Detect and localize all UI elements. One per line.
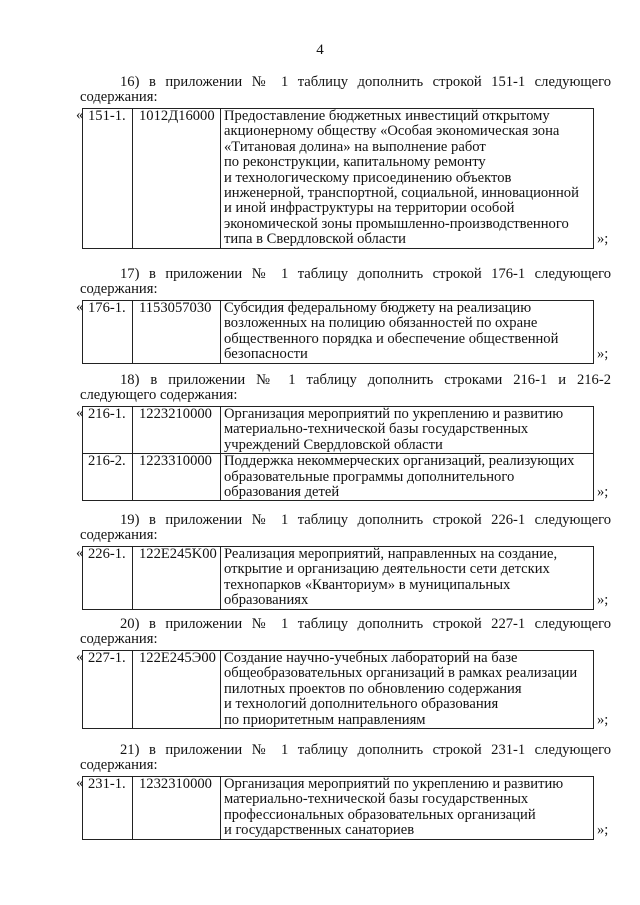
row-description [221, 777, 593, 839]
target-code: 1153057030 [133, 301, 221, 363]
description-line: Субсидия федеральному бюджету на реализацию [224, 300, 532, 316]
target-code: 1232310000 [133, 777, 221, 839]
table-row [83, 453, 593, 500]
table-row [83, 109, 593, 248]
row-number: 227-1. [83, 651, 133, 728]
row-description [221, 407, 593, 453]
amendment-text: содержания: [80, 757, 158, 774]
description-line: и государственных санаториев [224, 822, 415, 839]
row-number: 231-1. [83, 777, 133, 839]
opening-quote: « [76, 775, 84, 791]
amendment-text: содержания: [80, 631, 158, 648]
row-number: 226-1. [83, 547, 133, 609]
description-line: и иной инфраструктуры на территории особой [224, 200, 515, 217]
amendment-text: содержания: [80, 527, 158, 544]
description-line: Реализация мероприятий, направленных на создание, [224, 546, 558, 562]
amendment-paragraph [80, 75, 611, 106]
description-line: по приоритетным направлениям [224, 711, 426, 728]
amendment-table [82, 108, 594, 249]
amendment-text: следующего содержания: [80, 387, 238, 404]
description-line: Поддержка некоммерческих организаций, реализующих [224, 453, 575, 470]
amendment-text: 21) в приложении № 1 таблицу дополнить строкой 231-1 следующего [120, 742, 611, 758]
closing-quote: »; [597, 822, 609, 839]
description-line: технопарков «Кванториум» в муниципальных [224, 576, 511, 593]
row-number: 216-1. [83, 407, 133, 453]
amendment-paragraph [80, 617, 611, 648]
description-line: образованиях [224, 592, 309, 609]
description-line: образования детей [224, 484, 340, 501]
table-row [83, 777, 593, 839]
description-line: материально-технической базы государственных [224, 791, 529, 808]
description-line: учреждений Свердловской области [224, 436, 443, 453]
closing-quote: »; [597, 711, 609, 728]
amendment-table [82, 300, 594, 364]
description-line: экономической зоны промышленно-производственного [224, 215, 569, 232]
amendment-table [82, 406, 594, 501]
amendment-paragraph [80, 267, 611, 298]
description-line: открытие и организацию деятельности сети детских [224, 561, 550, 578]
description-line: Предоставление бюджетных инвестиций открытому [224, 108, 550, 124]
table-row [83, 547, 593, 609]
closing-quote: »; [597, 592, 609, 609]
row-number: 176-1. [83, 301, 133, 363]
amendment-text: содержания: [80, 281, 158, 298]
amendment-text: 18) в приложении № 1 таблицу дополнить строками 216-1 и 216-2 [120, 372, 611, 388]
row-number: 216-2. [83, 454, 133, 500]
amendment-paragraph [80, 743, 611, 774]
description-line: общественного порядка и обеспечение общественной [224, 330, 559, 347]
target-code: 1012Д16000 [133, 109, 221, 248]
row-description [221, 301, 593, 363]
opening-quote: « [76, 299, 84, 315]
description-line: возложенных на полицию обязанностей по охране [224, 315, 538, 332]
closing-quote: »; [597, 231, 609, 248]
description-line: акционерному обществу «Особая экономическая зона [224, 123, 560, 140]
amendment-table [82, 650, 594, 729]
description-line: Организация мероприятий по укреплению и развитию [224, 776, 564, 792]
target-code: 122E245K00 [133, 547, 221, 609]
description-line: и технологическому присоединению объектов [224, 169, 512, 186]
row-description [221, 454, 593, 500]
description-line: и технологий дополнительного образования [224, 696, 499, 713]
target-code: 1223310000 [133, 454, 221, 500]
table-row [83, 407, 593, 453]
description-line: общеобразовательных организаций в рамках реализации [224, 665, 578, 682]
amendment-text: 20) в приложении № 1 таблицу дополнить строкой 227-1 следующего [120, 616, 611, 632]
row-description [221, 547, 593, 609]
amendment-text: 17) в приложении № 1 таблицу дополнить строкой 176-1 следующего [120, 266, 611, 282]
amendment-paragraph [80, 513, 611, 544]
amendment-table [82, 776, 594, 840]
description-line: Организация мероприятий по укреплению и развитию [224, 406, 564, 422]
description-line: профессиональных образовательных организаций [224, 806, 536, 823]
amendment-text: содержания: [80, 89, 158, 106]
description-line: образовательные программы дополнительного [224, 468, 515, 485]
amendment-text: 19) в приложении № 1 таблицу дополнить строкой 226-1 следующего [120, 512, 611, 528]
description-line: «Титановая долина» на выполнение работ [224, 138, 486, 155]
amendment-text: 16) в приложении № 1 таблицу дополнить строкой 151-1 следующего [120, 74, 611, 90]
target-code: 1223210000 [133, 407, 221, 453]
opening-quote: « [76, 405, 84, 421]
description-line: пилотных проектов по обновлению содержания [224, 680, 522, 697]
closing-quote: »; [597, 346, 609, 363]
table-row [83, 301, 593, 363]
target-code: 122E245Э00 [133, 651, 221, 728]
row-number: 151-1. [83, 109, 133, 248]
description-line: Создание научно-учебных лабораторий на базе [224, 650, 518, 666]
amendment-paragraph [80, 373, 611, 404]
opening-quote: « [76, 545, 84, 561]
description-line: инженерной, транспортной, социальной, инновационной [224, 185, 579, 202]
table-row [83, 651, 593, 728]
amendment-table [82, 546, 594, 610]
description-line: типа в Свердловской области [224, 231, 406, 248]
row-description [221, 651, 593, 728]
row-description [221, 109, 593, 248]
opening-quote: « [76, 649, 84, 665]
page-number: 4 [316, 42, 324, 58]
closing-quote: »; [597, 484, 609, 500]
description-line: безопасности [224, 346, 308, 363]
opening-quote: « [76, 107, 84, 123]
description-line: по реконструкции, капитальному ремонту [224, 154, 486, 171]
description-line: материально-технической базы государственных [224, 421, 529, 438]
